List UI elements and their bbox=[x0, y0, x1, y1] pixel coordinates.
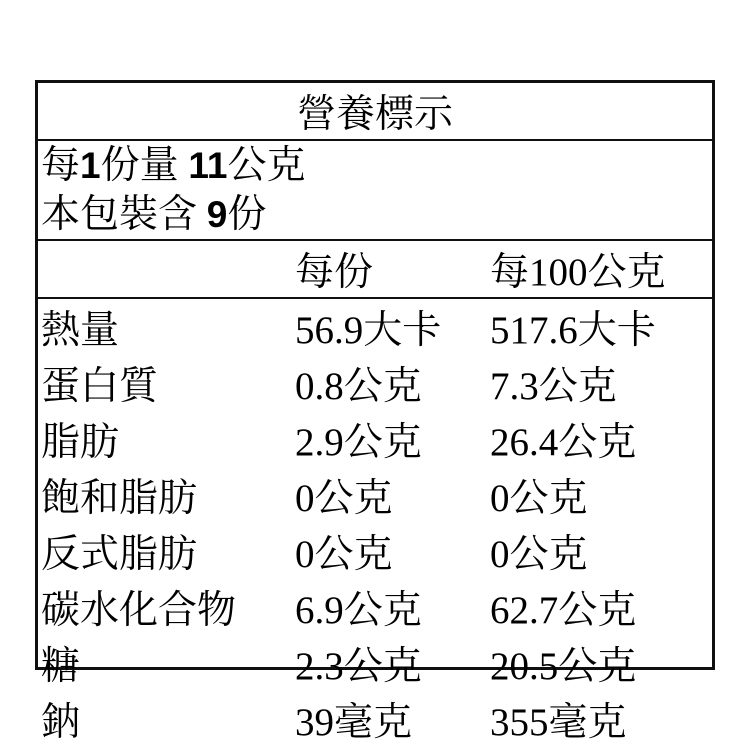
nutrient-name: 脂肪 bbox=[41, 421, 120, 464]
column-header-per-100g: 每100公克 bbox=[490, 251, 666, 294]
package-text: 本包裝含 bbox=[41, 193, 207, 236]
table-row bbox=[38, 579, 712, 635]
nutrient-name: 飽和脂肪 bbox=[41, 477, 198, 520]
nutrient-per-100g-value: 26.4公克 bbox=[490, 421, 637, 464]
nutrition-table-title bbox=[38, 83, 712, 141]
nutrient-per-serving-value: 0公克 bbox=[295, 533, 393, 576]
nutrient-per-serving-value: 56.9大卡 bbox=[295, 309, 442, 352]
serving-size-text: 份量 bbox=[100, 144, 189, 187]
nutrient-name: 碳水化合物 bbox=[41, 589, 237, 632]
nutrient-per-serving-value: 0.8公克 bbox=[295, 365, 422, 408]
nutrient-per-100g-value: 0公克 bbox=[490, 533, 588, 576]
nutrient-per-serving-value: 2.3公克 bbox=[295, 645, 422, 688]
nutrient-per-100g-value: 517.6大卡 bbox=[490, 309, 656, 352]
nutrient-per-serving-value: 2.9公克 bbox=[295, 421, 422, 464]
nutrient-per-100g-value: 62.7公克 bbox=[490, 589, 637, 632]
servings-unit: 份 bbox=[227, 193, 267, 236]
table-row bbox=[38, 355, 712, 411]
nutrition-facts-table bbox=[35, 80, 715, 744]
table-row bbox=[38, 299, 712, 355]
table-row bbox=[38, 635, 712, 691]
nutrient-per-serving-value: 0公克 bbox=[295, 477, 393, 520]
column-header-per-serving: 每份 bbox=[295, 251, 374, 294]
table-row bbox=[38, 411, 712, 467]
serving-size-count: 1 bbox=[80, 145, 101, 186]
nutrient-per-100g-value: 0公克 bbox=[490, 477, 588, 520]
serving-info-section bbox=[38, 141, 712, 241]
table-row bbox=[38, 691, 712, 747]
table-row bbox=[38, 523, 712, 579]
serving-size-line bbox=[41, 141, 712, 190]
nutrient-name: 鈉 bbox=[41, 701, 81, 744]
nutrient-name: 蛋白質 bbox=[41, 365, 159, 408]
nutrient-per-serving-value: 6.9公克 bbox=[295, 589, 422, 632]
nutrient-per-100g-value: 355毫克 bbox=[490, 701, 627, 744]
nutrient-name: 糖 bbox=[41, 645, 81, 688]
nutrient-per-100g-value: 7.3公克 bbox=[490, 365, 617, 408]
servings-count: 9 bbox=[206, 194, 228, 235]
serving-size-grams: 11 bbox=[188, 145, 228, 186]
nutrient-name: 反式脂肪 bbox=[41, 533, 198, 576]
nutrient-name: 熱量 bbox=[41, 309, 120, 352]
serving-size-text: 每 bbox=[41, 144, 81, 187]
column-header-row bbox=[38, 241, 712, 299]
nutrient-per-100g-value: 20.5公克 bbox=[490, 645, 637, 688]
servings-per-package-line bbox=[41, 190, 712, 239]
nutrition-rows bbox=[38, 299, 712, 747]
title-text: 營養標示 bbox=[296, 93, 453, 136]
serving-size-unit: 公克 bbox=[227, 144, 306, 187]
nutrient-per-serving-value: 39毫克 bbox=[295, 701, 413, 744]
table-row bbox=[38, 467, 712, 523]
